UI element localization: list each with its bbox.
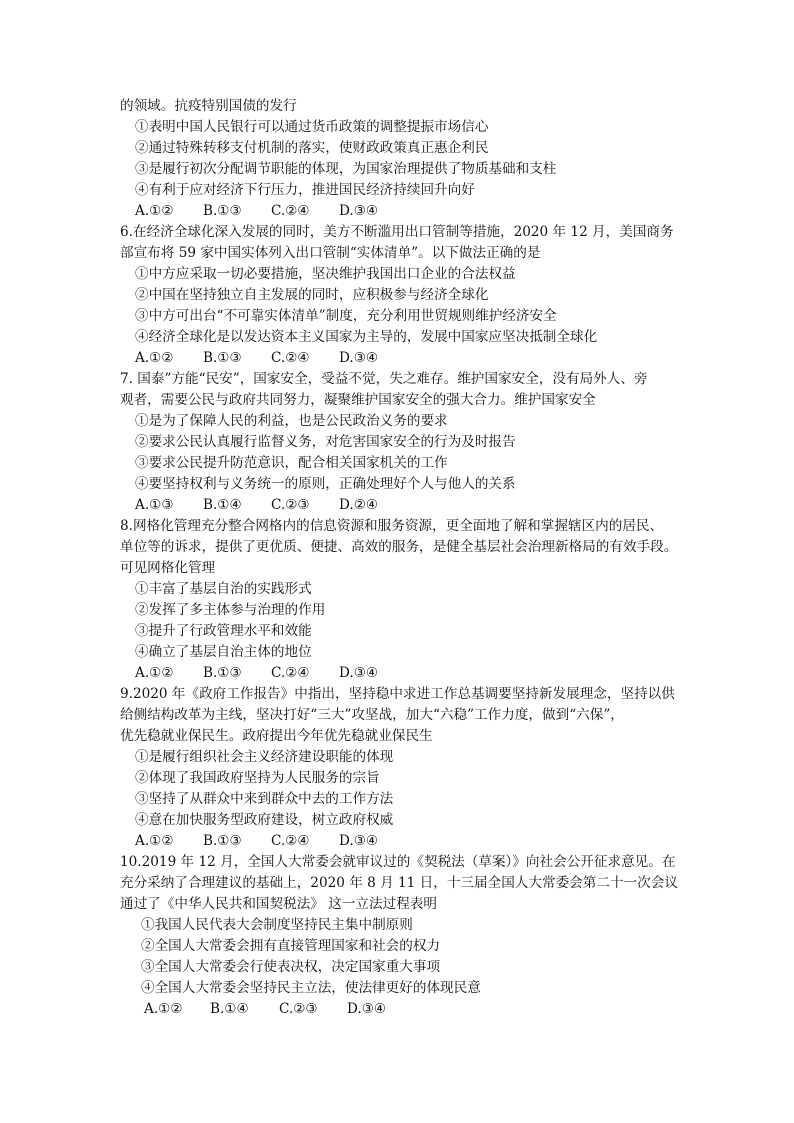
option-line: ②发挥了多主体参与治理的作用 <box>135 602 326 618</box>
choice-a: A.①② <box>135 350 174 366</box>
text-line: 优先稳就业保民生。政府提出今年优先稳就业保民生 <box>120 728 433 744</box>
text-line: 给侧结构改革为主线，坚决打好“三大”攻坚战，加大“六稳”工作力度，做到“六保”， <box>120 707 624 723</box>
option-line: ①我国人民代表大会制度坚持民主集中制原则 <box>141 917 413 933</box>
text-line: 观者，需要公民与政府共同努力，凝聚维护国家安全的强大合力。维护国家安全 <box>120 392 596 408</box>
answer-choices <box>135 663 378 683</box>
text-line: 充分采纳了合理建议的基础上，2020 年 8 月 11 日，十三届全国人大常委会第二十一次会议 <box>120 875 678 891</box>
text-line: 部宣布将 59 家中国实体列入出口管制“实体清单”。以下做法正确的是 <box>120 245 541 261</box>
choice-c: C.②④ <box>271 203 310 219</box>
choice-d: D.②④ <box>339 497 379 513</box>
choice-c: C.②④ <box>271 833 310 849</box>
option-line: ①表明中国人民银行可以通过货币政策的调整提振市场信心 <box>135 119 489 135</box>
choice-d: D.③④ <box>339 665 379 681</box>
choice-b: B.①④ <box>210 1001 249 1017</box>
answer-choices <box>135 495 378 515</box>
choice-d: D.③④ <box>339 203 379 219</box>
option-line: ②中国在坚持独立自主发展的同时，应积极参与经济全球化 <box>135 287 489 303</box>
text-line: 的领域。抗疫特别国债的发行 <box>120 98 297 114</box>
answer-choices <box>135 201 378 221</box>
text-line: 单位等的诉求，提供了更优质、便捷、高效的服务，是健全基层社会治理新格局的有效手段。 <box>120 539 678 555</box>
choice-d: D.③④ <box>339 350 379 366</box>
choice-c: C.②③ <box>279 1001 318 1017</box>
question-8-text: 8.网格化管理充分整合网格内的信息资源和服务资源，更全面地了解和掌握辖区内的居民、 <box>120 518 664 534</box>
question-7-text: 7. 国泰”方能“民安”，国家安全，受益不觉，失之难存。维护国家安全，没有局外人、旁 <box>120 371 648 387</box>
option-line: ③全国人大常委会行使表决权，决定国家重大事项 <box>141 959 441 975</box>
choice-d: D.③④ <box>339 833 379 849</box>
choice-a: A.①② <box>135 833 174 849</box>
answer-choices <box>135 831 378 851</box>
choice-d: D.③④ <box>347 1001 387 1017</box>
choice-a: A.①② <box>135 665 174 681</box>
answer-choices <box>144 999 386 1019</box>
choice-b: B.①③ <box>203 350 242 366</box>
option-line: ①是为了保障人民的利益，也是公民政治义务的要求 <box>135 413 448 429</box>
choice-a: A.①② <box>144 1001 183 1017</box>
option-line: ③提升了行政管理水平和效能 <box>135 623 312 639</box>
option-line: ①丰富了基层自治的实践形式 <box>135 581 312 597</box>
answer-choices <box>135 348 378 368</box>
option-line: ②要求公民认真履行监督义务，对危害国家安全的行为及时报告 <box>135 434 516 450</box>
option-line: ①中方应采取一切必要措施，坚决维护我国出口企业的合法权益 <box>135 266 516 282</box>
option-line: ④经济全球化是以发达资本主义国家为主导的，发展中国家应坚决抵制全球化 <box>135 329 598 345</box>
option-line: ③中方可出台“不可靠实体清单”制度，充分利用世贸规则维护经济安全 <box>135 308 557 324</box>
option-line: ④意在加快服务型政府建设，树立政府权威 <box>135 812 394 828</box>
option-line: ②全国人大常委会拥有直接管理国家和社会的权力 <box>141 938 441 954</box>
choice-c: C.②④ <box>271 665 310 681</box>
choice-c: C.②③ <box>271 497 310 513</box>
option-line: ②通过特殊转移支付机制的落实，使财政政策真正惠企利民 <box>135 140 489 156</box>
question-9-text: 9.2020 年《政府工作报告》中指出，坚持稳中求进工作总基调要坚持新发展理念，坚持以供 <box>120 686 675 702</box>
option-line: ①是履行组织社会主义经济建设职能的体现 <box>135 749 394 765</box>
choice-c: C.②④ <box>271 350 310 366</box>
option-line: ④有利于应对经济下行压力，推进国民经济持续回升向好 <box>135 182 475 198</box>
option-line: ④全国人大常委会坚持民主立法，使法律更好的体现民意 <box>141 980 481 996</box>
option-line: ④确立了基层自治主体的地位 <box>135 644 312 660</box>
question-10-text: 10.2019 年 12 月，全国人大常委会就审议过的《契税法（草案）》向社会公开征求意见。在 <box>120 854 676 870</box>
choice-a: A.①② <box>135 203 174 219</box>
text-line: 通过了《中华人民共和国契税法》 这一立法过程表明 <box>120 896 437 912</box>
choice-b: B.①③ <box>203 203 242 219</box>
option-line: ④要坚持权利与义务统一的原则，正确处理好个人与他人的关系 <box>135 476 516 492</box>
option-line: ③是履行初次分配调节职能的体现，为国家治理提供了物质基础和支柱 <box>135 161 557 177</box>
option-line: ③要求公民提升防范意识，配合相关国家机关的工作 <box>135 455 448 471</box>
choice-a: A.①③ <box>135 497 174 513</box>
choice-b: B.①③ <box>203 833 242 849</box>
option-line: ③坚持了从群众中来到群众中去的工作方法 <box>135 791 394 807</box>
question-6-text: 6.在经济全球化深入发展的同时，美方不断滥用出口管制等措施，2020 年 12 月，美国商务 <box>120 224 674 240</box>
choice-b: B.①④ <box>203 497 242 513</box>
option-line: ②体现了我国政府坚持为人民服务的宗旨 <box>135 770 380 786</box>
text-line: 可见网格化管理 <box>120 560 216 576</box>
choice-b: B.①③ <box>203 665 242 681</box>
